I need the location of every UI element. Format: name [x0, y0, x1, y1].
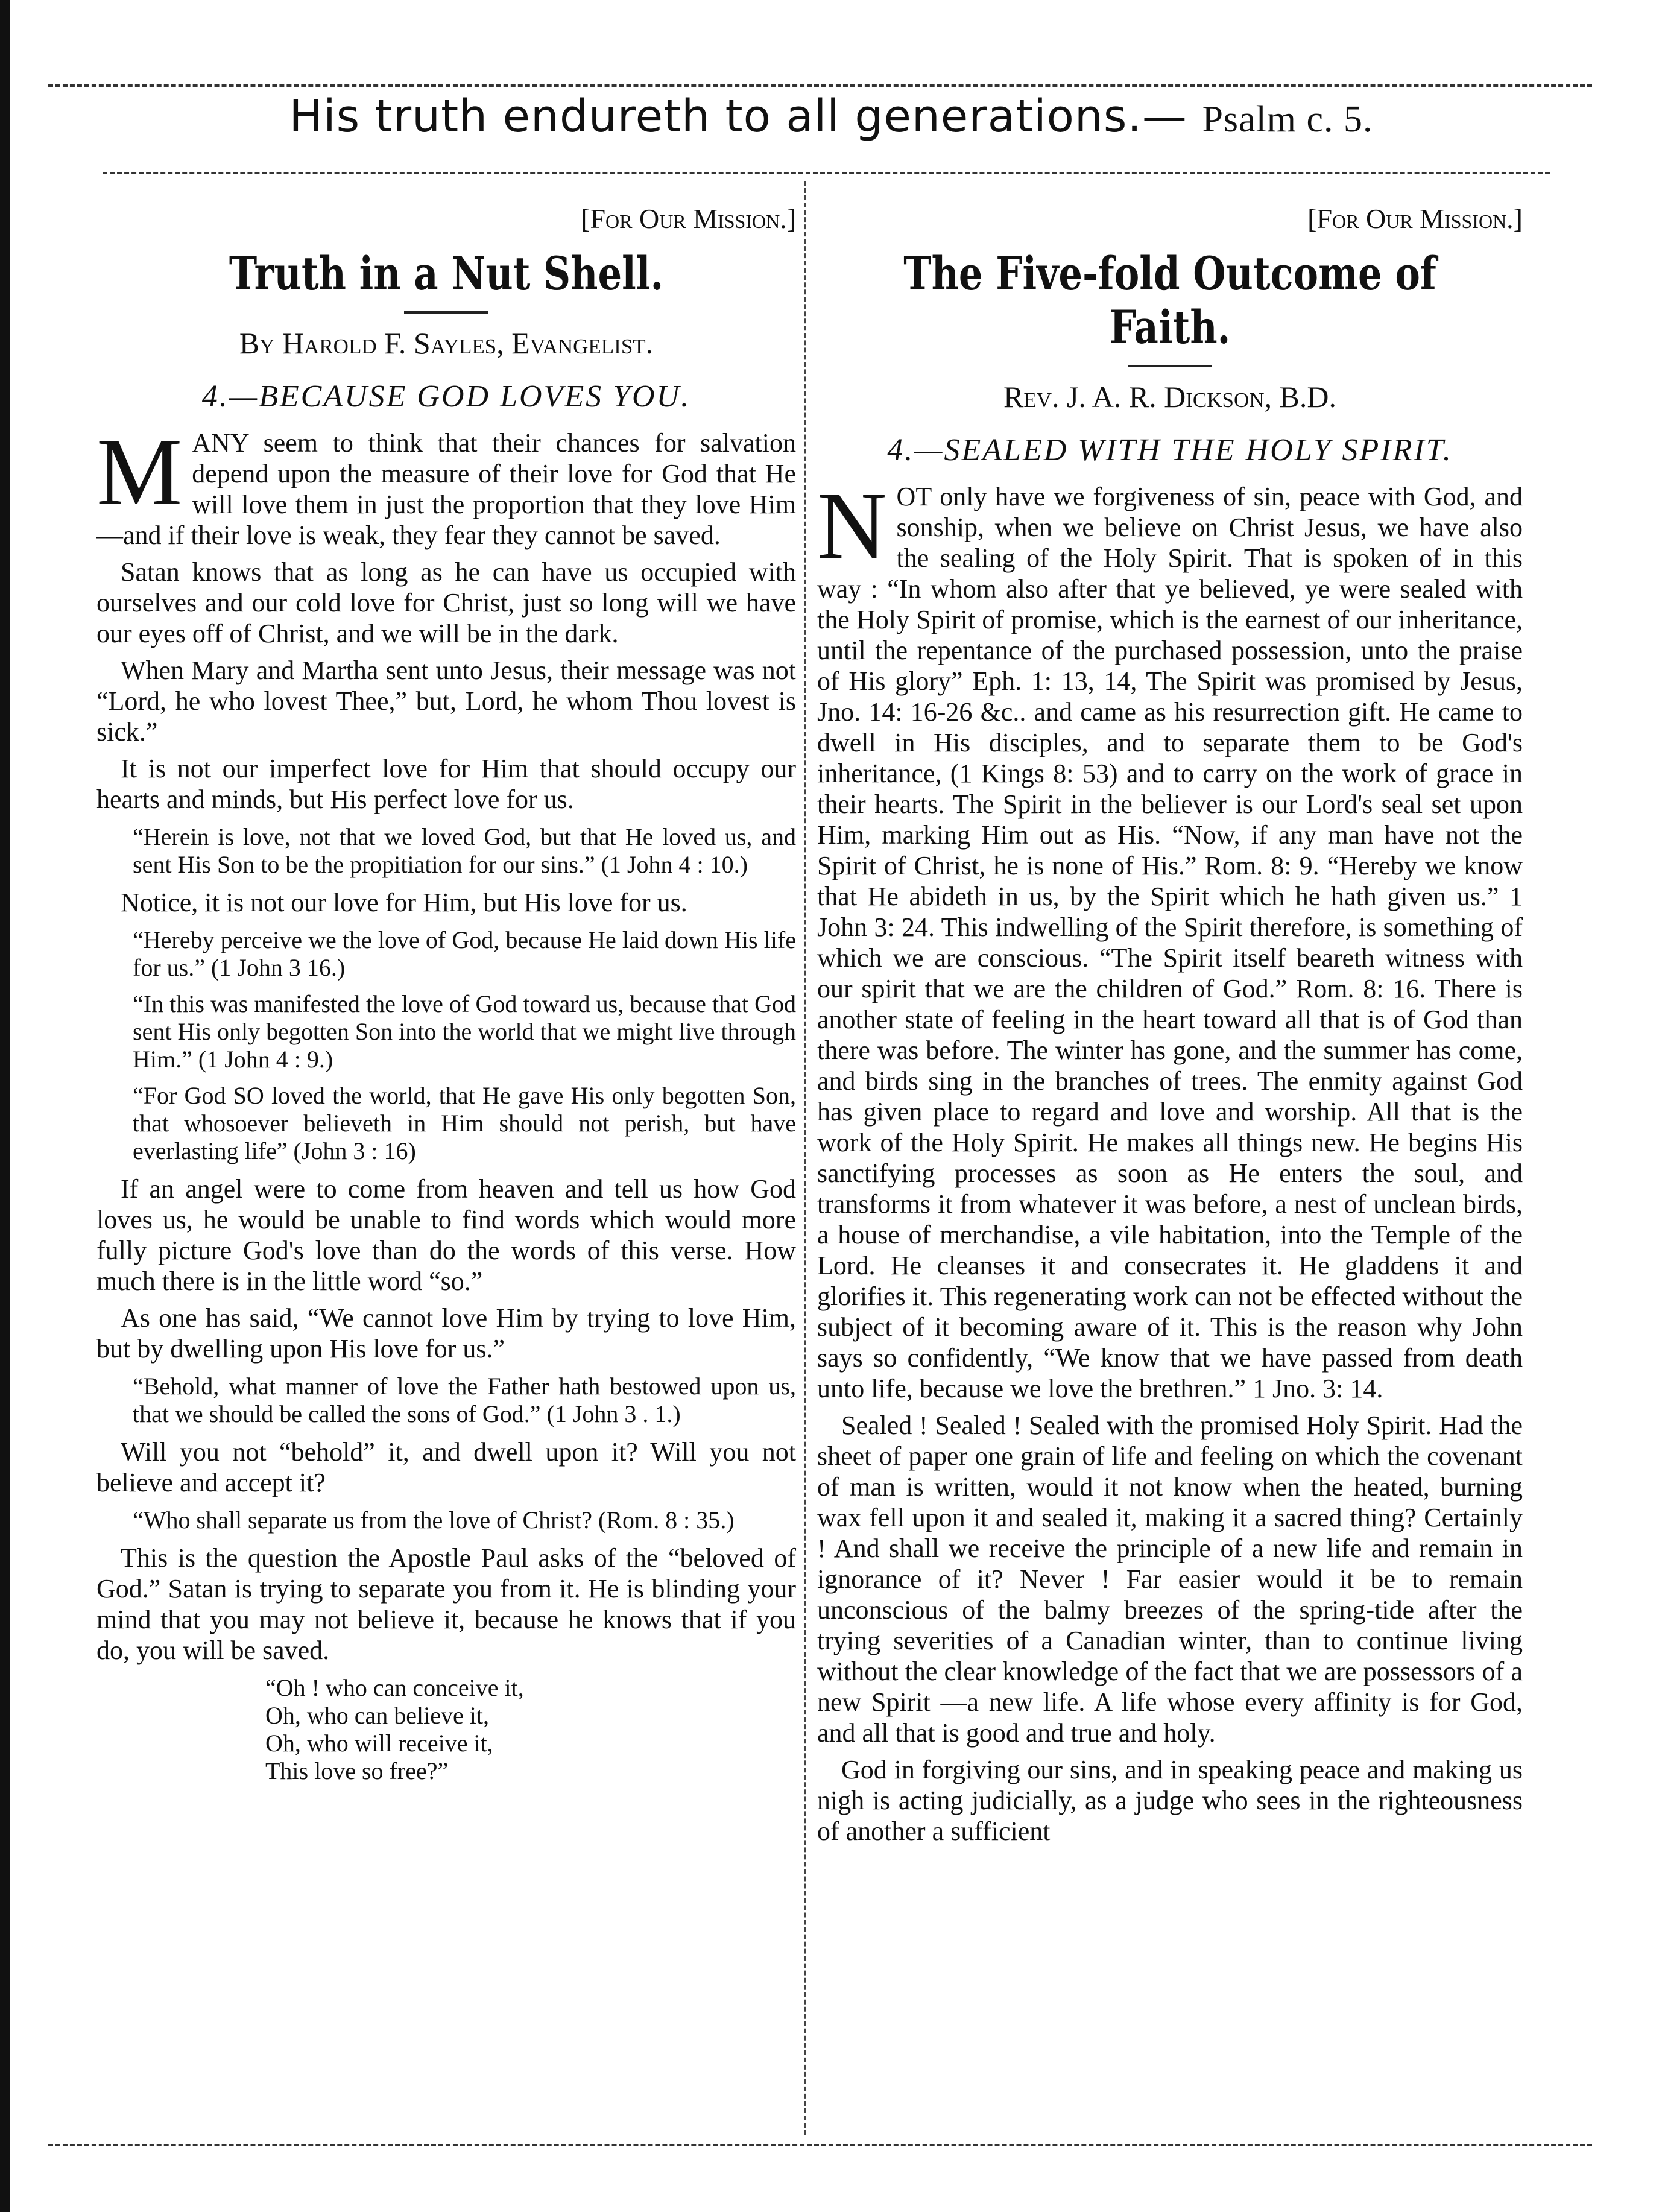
poem-line: Oh, who will receive it, — [265, 1730, 493, 1757]
left-article-body — [96, 418, 796, 1785]
left-article-title: Truth in a Nut Shell. — [229, 247, 664, 300]
left-paragraph: As one has said, “We cannot love Him by trying to love Him, but by dwelling upon His love for us.” — [96, 1303, 796, 1364]
poem-line: Oh, who can believe it, — [265, 1702, 489, 1729]
right-article-title: The Five-fold Outcome of Faith. — [903, 247, 1436, 354]
header-motto: His truth endureth to all generations.— — [289, 90, 1187, 142]
left-column — [96, 181, 796, 1785]
left-paragraph: Notice, it is not our love for Him, but His love for us. — [121, 888, 687, 917]
right-paragraph: Sealed ! Sealed ! Sealed with the promised Holy Spirit. Had the sheet of paper one grain of life and feeling on which the covenant of man is written, would it not know when the heated, burning wax fell upon it and sealed it, making it a sacred thing? Certainly ! And shall we receive the principle of a new life and remain in ignorance of it? Never ! Far easier would it be to remain unconscious of the balmy breezes of the spring-tide after the trying severities of a Canadian winter, than to continue living without the clear knowledge of the fact that we are possessors of a new Spirit —a new life. A life whose every affinity is for God, and all that is good and true and holy. — [817, 1411, 1523, 1748]
left-scripture-quote: “For God SO loved the world, that He gave His only begotten Son, that whosoever believeth in Him should not perish, but have everlasting life” (John 3 : 16) — [133, 1082, 796, 1164]
header-rule — [103, 172, 1550, 174]
binding-edge — [0, 0, 10, 2212]
right-source-line: [For Our Mission.] — [1307, 203, 1523, 234]
left-paragraph: Will you not “behold” it, and dwell upon it? Will you not believe and accept it? — [96, 1437, 796, 1497]
left-poem — [265, 1674, 796, 1785]
poem-line: This love so free?” — [265, 1757, 449, 1784]
right-subheading: 4.—SEALED WITH THE HOLY SPIRIT. — [887, 433, 1453, 467]
left-subheading: 4.—BECAUSE GOD LOVES YOU. — [201, 379, 691, 414]
header-reference: Psalm c. 5. — [1202, 99, 1373, 140]
left-paragraph: This is the question the Apostle Paul asks of the “beloved of God.” Satan is trying to separate you from it. He is blinding your mind that you may not believe it, because he knows that if you do, you will be saved. — [96, 1543, 796, 1665]
right-column — [817, 181, 1523, 1853]
top-border — [48, 84, 1592, 87]
right-title-rule — [1128, 365, 1212, 367]
right-article-body — [817, 472, 1523, 1847]
right-paragraph: NOT only have we forgiveness of sin, peace with God, and sonship, when we believe on Christ Jesus, we have also the sealing of the Holy Spirit. That is spoken of in this way : “In whom also after that ye believed, ye were sealed with the Holy Spirit of promise, which is the earnest of our inheritance, until the repentance of the purchased possession, unto the praise of His glory” Eph. 1: 13, 14, The Spirit was promised by Jesus, Jno. 14: 16-26 &c.. and came as his resurrection gift. He came to dwell in His disciples, and to separate them to be God's inheritance, (1 Kings 8: 53) and to carry on the work of grace in their hearts. The Spirit in the believer is our Lord's seal set upon Him, marking Him out as His. “Now, if any man have not the Spirit of Christ, he is none of His.” Rom. 8: 9. “Hereby we know that He abideth in us, by the Spirit which he hath given us.” 1 John 3: 24. This indwelling of the Spirit therefore, is something of which we are conscious. “The Spirit itself beareth witness with our spirit that we are the children of God.” Rom. 8: 16. There is another state of feeling in the heart toward all that is of God than there was before. The winter has gone, and the summer has come, and birds sing in the branches of trees. The enmity against God has given place to regard and love and worship. All that is the work of the Holy Spirit. He makes all things new. He begins His sanctifying processes as soon as He enters the soul, and transforms it from whatever it was before, a nest of unclean birds, a house of merchandise, a vile habitation, into the Temple of the Lord. He cleanses it and consecrates it. He gladdens it and glorifies it. This regenerating work can not be effected without the subject of it becoming aware of it. This is the reason why John says so confidently, “We know that we have passed from death unto life, because we love the brethren.” 1 Jno. 3: 14. — [817, 472, 1523, 1403]
left-scripture-quote: “Who shall separate us from the love of Christ? (Rom. 8 : 35.) — [133, 1506, 735, 1534]
left-scripture-quote: “Hereby perceive we the love of God, because He laid down His life for us.” (1 John 3 16.) — [133, 926, 796, 981]
right-paragraph: God in forgiving our sins, and in speaking peace and making us nigh is acting judicially, as a judge who sees in the righteousness of another a sufficient — [817, 1755, 1523, 1846]
right-byline: Rev. J. A. R. Dickson, B.D. — [1003, 380, 1337, 414]
left-paragraph: It is not our imperfect love for Him that should occupy our hearts and minds, but His perfect love for us. — [96, 754, 796, 814]
left-title-rule — [404, 311, 488, 314]
left-source-line: [For Our Mission.] — [581, 203, 796, 234]
left-scripture-quote: “Herein is love, not that we loved God, but that He loved us, and sent His Son to be the propitiation for our sins.” (1 John 4 : 10.) — [133, 823, 796, 878]
left-byline: By Harold F. Sayles, Evangelist. — [239, 326, 654, 360]
left-paragraph: If an angel were to come from heaven and tell us how God loves us, he would be unable to find words which would more fully picture God's love than do the words of this verse. How much there is in the little word “so.” — [96, 1174, 796, 1296]
left-paragraph: Satan knows that as long as he can have us occupied with ourselves and our cold love for Christ, just so long will we have our eyes off of Christ, and we will be in the dark. — [96, 557, 796, 648]
left-paragraph: MANY seem to think that their chances for salvation depend upon the measure of their love for God that He will love them in just the proportion that they love Him—and if their love is weak, they fear they cannot be saved. — [96, 418, 796, 550]
left-scripture-quote: “In this was manifested the love of God toward us, because that God sent His only begotten Son into the world that we might live through Him.” (1 John 4 : 9.) — [133, 990, 796, 1073]
page-header — [72, 90, 1590, 142]
left-drop-cap: M — [96, 418, 183, 525]
left-scripture-quote: “Behold, what manner of love the Father hath bestowed upon us, that we should be called the sons of God.” (1 John 3 . 1.) — [133, 1373, 796, 1427]
poem-line: “Oh ! who can conceive it, — [265, 1674, 524, 1701]
column-divider — [804, 181, 806, 2135]
left-paragraph: When Mary and Martha sent unto Jesus, their message was not “Lord, he who lovest Thee,” but, Lord, he whom Thou lovest is sick.” — [96, 656, 796, 747]
bottom-border — [48, 2144, 1592, 2146]
right-drop-cap: N — [817, 472, 887, 579]
